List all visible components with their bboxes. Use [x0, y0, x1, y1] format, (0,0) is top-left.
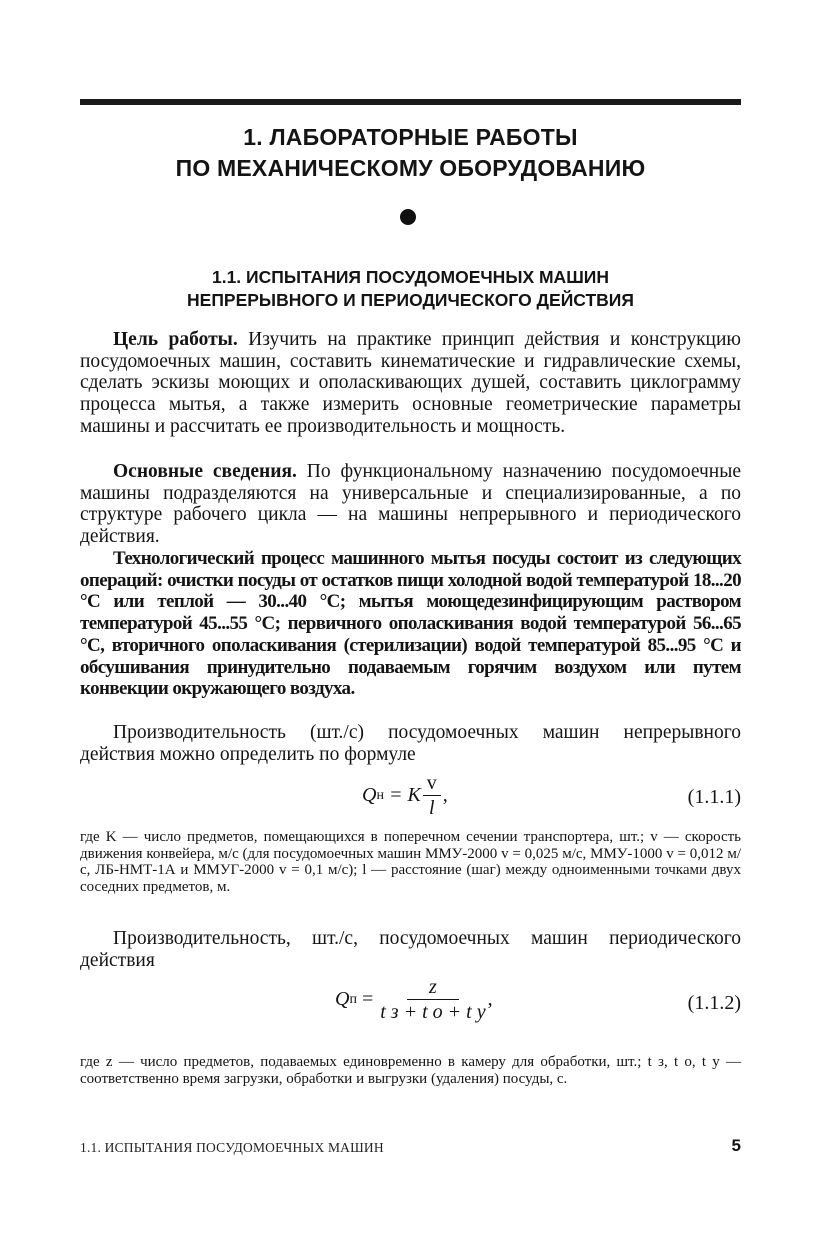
process-paragraph: Технологический процесс машинного мытья посуды состоит из следующих операций: очистки посуды от остатков пищи холодной водой температурой 18...20 °С или теплой — 30...40 °С; мытья моющедезинфицирующим раствором температурой 45...55 °С; первичного ополаскивания водой температурой 56...65 °С, вторичного ополаскивания (стерилизации) водой температурой 85...95 °С и обсушивания принудительно подаваемым горячим воздухом или путем конвекции окружающего воздуха.: [80, 548, 741, 700]
formula-2-lhs-sub: п: [349, 991, 357, 1007]
formula-2-equals: =: [356, 988, 379, 1010]
formula-1-1-2: [80, 976, 741, 1036]
page-number: 5: [731, 1136, 741, 1155]
formula-2-tail: ,: [487, 988, 493, 1010]
formula-1-lhs: Q: [362, 784, 377, 806]
formula-1-numerator: v: [423, 772, 441, 796]
section-title: [80, 266, 741, 312]
goal-text: Изучить на практике принцип действия и конструкцию посудомоечных машин, составить кинематические и гидравлические схемы, сделать эскизы моющих и ополаскивающих душей, составить циклограмму процесса мытья, а также измерить основные геометрические параметры машины и рассчитать ее производительность и мощность.: [80, 329, 741, 437]
formula-2-expression: [335, 976, 493, 1023]
chapter-title-line-2: ПО МЕХАНИЧЕСКОМУ ОБОРУДОВАНИЮ: [175, 155, 646, 181]
prod-periodic-paragraph: Производительность, шт./с, посудомоечных машин периодического действия: [80, 928, 741, 971]
prod-continuous-paragraph: Производительность (шт./с) посудомоечных машин непрерывного действия можно определить по формуле: [80, 722, 741, 765]
note-2: где z — число предметов, подаваемых единовременно в камеру для обработки, шт.; t з, t о, t у — соответственно время загрузки, обработки и выгрузки (удаления) посуды, с.: [80, 1054, 741, 1087]
formula-1-number: (1.1.1): [687, 786, 741, 808]
formula-1-expression: [362, 772, 448, 819]
section-title-line-2: НЕПРЕРЫВНОГО И ПЕРИОДИЧЕСКОГО ДЕЙСТВИЯ: [187, 290, 634, 310]
basics-paragraph: [80, 461, 741, 548]
basics-text: По функциональному назначению посудомоечные машины подразделяются на универсальные и специализированные, а по структуре рабочего цикла — на машины непрерывного и периодического действия.: [80, 461, 741, 548]
formula-1-fraction: [423, 772, 441, 819]
chapter-title-line-1: 1. ЛАБОРАТОРНЫЕ РАБОТЫ: [243, 124, 578, 150]
formula-2-numerator: z: [407, 976, 459, 1000]
bullet-ornament: [400, 209, 416, 225]
formula-2-number: (1.1.2): [687, 992, 741, 1014]
basics-label: Основные сведения.: [113, 461, 297, 482]
formula-1-tail: ,: [442, 784, 448, 806]
section-title-line-1: 1.1. ИСПЫТАНИЯ ПОСУДОМОЕЧНЫХ МАШИН: [211, 267, 609, 287]
running-footer-title: 1.1. ИСПЫТАНИЯ ПОСУДОМОЕЧНЫХ МАШИН: [80, 1140, 384, 1155]
formula-1-1-1: [80, 770, 741, 830]
formula-1-denominator: l: [429, 797, 435, 819]
formula-2-fraction: [380, 976, 485, 1023]
goal-label: Цель работы.: [113, 329, 238, 350]
formula-1-equals-k: = K: [383, 784, 421, 806]
note-1: где K — число предметов, помещающихся в поперечном сечении транспортера, шт.; v — скорость движения конвейера, м/с (для посудомоечных машин ММУ-2000 v = 0,025 м/с, ММУ-1000 v = 0,012 м/с, ЛБ-НМТ-1А и ММУГ-2000 v = 0,1 м/с); l — расстояние (шаг) между одноименными точками двух соседних предметов, м.: [80, 829, 741, 895]
formula-1-lhs-sub: н: [376, 787, 384, 803]
goal-paragraph: [80, 329, 741, 438]
formula-2-lhs: Q: [335, 988, 350, 1010]
formula-2-denominator: t з + t о + t у: [380, 1001, 486, 1023]
top-rule: [80, 99, 741, 105]
chapter-title: [80, 122, 741, 184]
